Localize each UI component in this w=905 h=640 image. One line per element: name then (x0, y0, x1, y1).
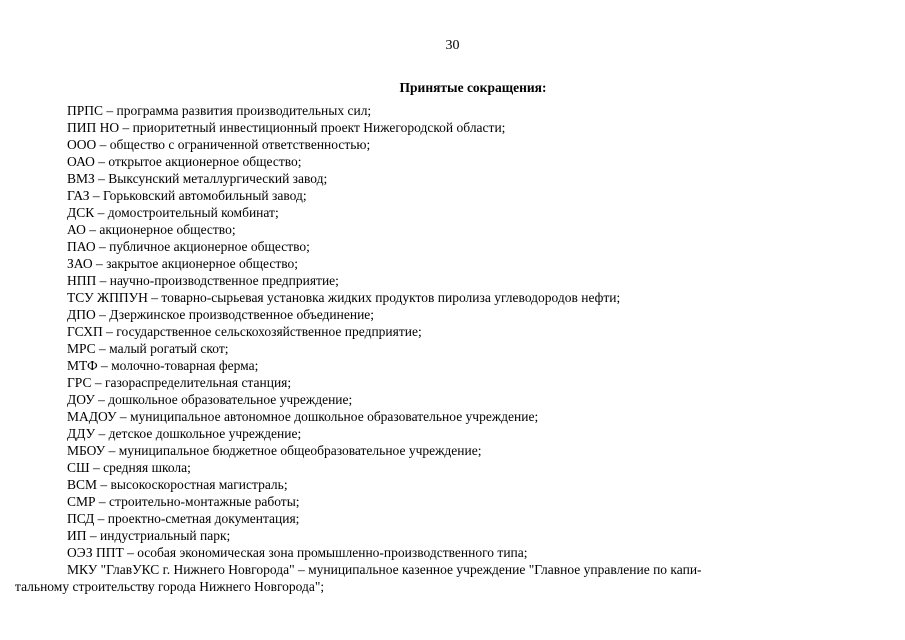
abbreviation-item: ГАЗ – Горьковский автомобильный завод; (67, 188, 307, 203)
abbreviation-item: МТФ – молочно-товарная ферма; (67, 358, 259, 373)
abbreviation-item: ТСУ ЖППУН – товарно-сырьевая установка жидких продуктов пиролиза углеводородов нефти; (67, 290, 621, 305)
abbreviation-item: СМР – строительно-монтажные работы; (67, 494, 300, 509)
abbreviation-item: ООО – общество с ограниченной ответственностью; (67, 137, 371, 152)
abbreviation-item-last (15, 561, 782, 595)
abbreviation-item: ОЭЗ ППТ – особая экономическая зона промышленно-производственного типа; (67, 545, 528, 560)
abbreviation-item: ДОУ – дошкольное образовательное учреждение; (67, 392, 353, 407)
abbreviation-item: ПАО – публичное акционерное общество; (67, 239, 310, 254)
abbreviation-item: ВСМ – высокоскоростная магистраль; (67, 477, 288, 492)
page-number: 30 (445, 38, 460, 53)
abbreviation-item: СШ – средняя школа; (67, 460, 191, 475)
abbreviation-item: ИП – индустриальный парк; (67, 528, 231, 543)
abbreviation-item: ПИП НО – приоритетный инвестиционный проект Нижегородской области; (67, 120, 506, 135)
abbreviation-item: НПП – научно-производственное предприятие; (67, 273, 339, 288)
abbreviation-item: ПСД – проектно-сметная документация; (67, 511, 300, 526)
abbreviation-item: ПРПС – программа развития производительных сил; (67, 103, 372, 118)
abbreviation-item: ОАО – открытое акционерное общество; (67, 154, 302, 169)
abbreviation-item: ДПО – Дзержинское производственное объединение; (67, 307, 375, 322)
abbreviation-item: МБОУ – муниципальное бюджетное общеобразовательное учреждение; (67, 443, 482, 458)
abbreviation-item: ЗАО – закрытое акционерное общество; (67, 256, 299, 271)
section-heading: Принятые сокращения: (399, 80, 547, 95)
abbreviation-item-line-2: тальному строительству города Нижнего Новгорода"; (15, 579, 325, 594)
abbreviation-item: ВМЗ – Выксунский металлургический завод; (67, 171, 328, 186)
abbreviations-list (15, 102, 782, 595)
abbreviation-item-line-1: МКУ "ГлавУКС г. Нижнего Новгорода" – муниципальное казенное учреждение "Главное управление по капи- (67, 562, 702, 577)
abbreviation-item: МРС – малый рогатый скот; (67, 341, 229, 356)
abbreviation-item: ГРС – газораспределительная станция; (67, 375, 292, 390)
abbreviation-item: ДСК – домостроительный комбинат; (67, 205, 279, 220)
abbreviation-item: ДДУ – детское дошкольное учреждение; (67, 426, 302, 441)
abbreviation-item: АО – акционерное общество; (67, 222, 236, 237)
abbreviation-item: ГСХП – государственное сельскохозяйственное предприятие; (67, 324, 422, 339)
abbreviation-item: МАДОУ – муниципальное автономное дошкольное образовательное учреждение; (67, 409, 539, 424)
